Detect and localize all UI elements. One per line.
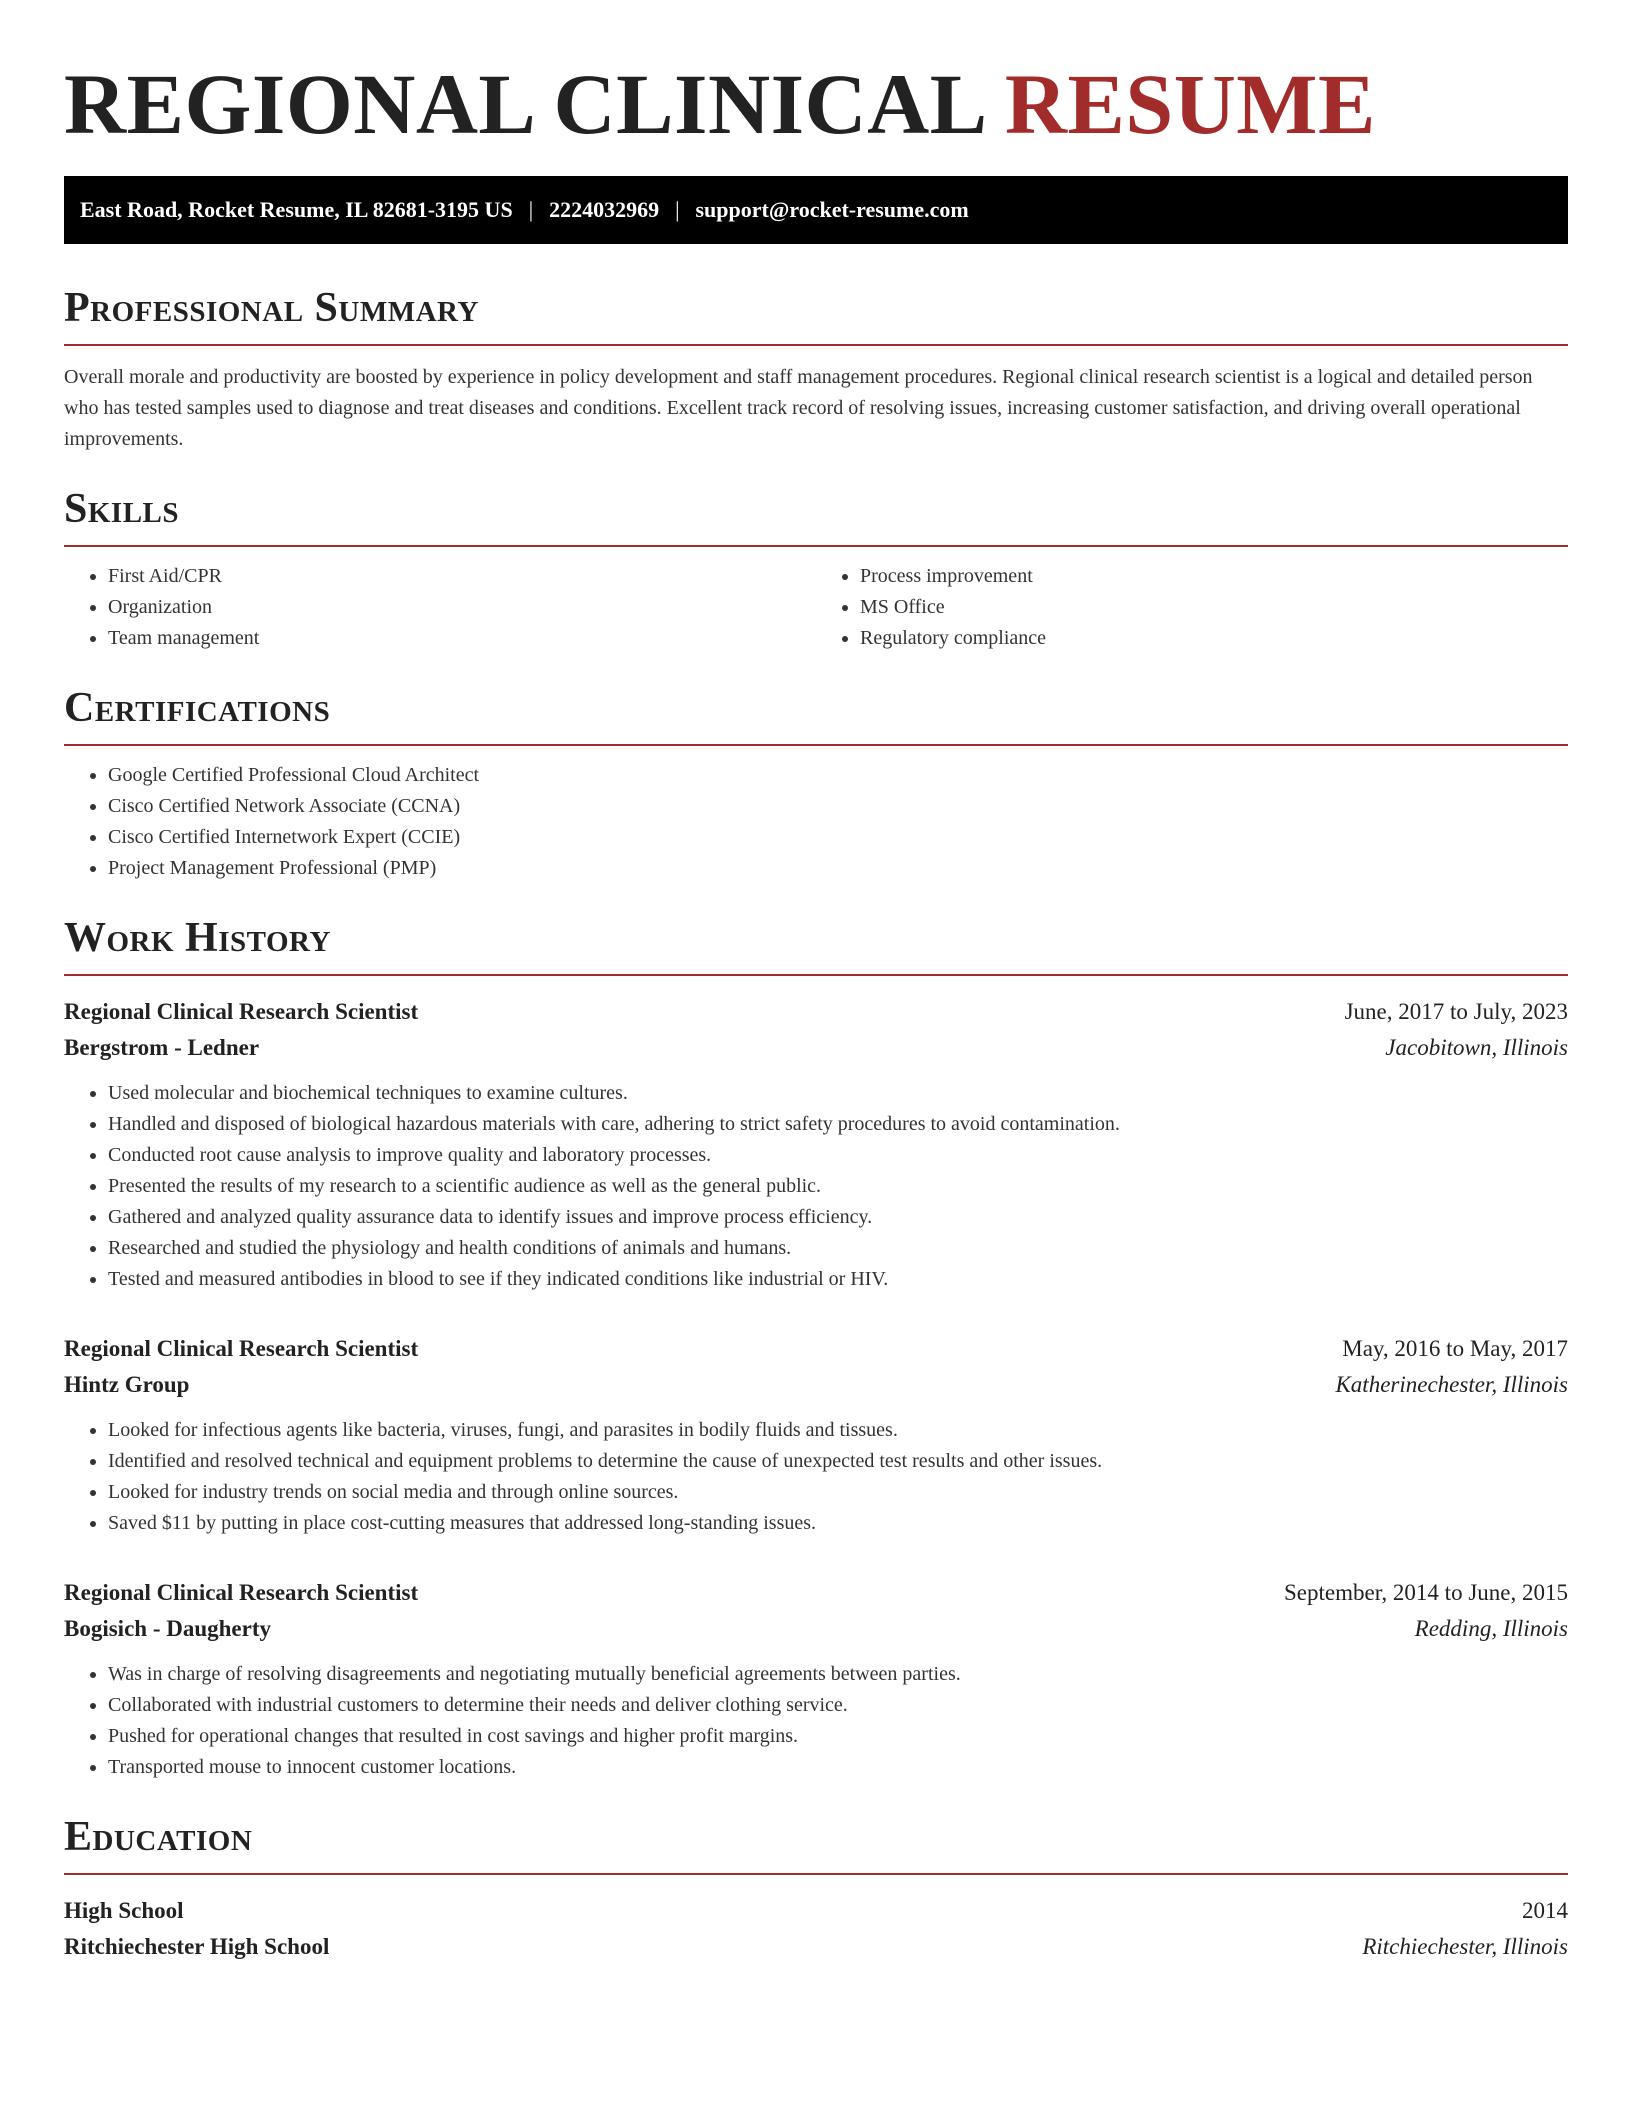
section-divider: [64, 744, 1568, 746]
section-divider: [64, 344, 1568, 346]
education-school: Ritchiechester High School: [64, 1934, 330, 1959]
job-header-row: [64, 1331, 1568, 1367]
job-duty-item: • Gathered and analyzed quality assurance data to identify issues and improve process efficiency.: [108, 1202, 1568, 1233]
skill-item: • Regulatory compliance: [860, 623, 1568, 654]
skills-grid: [64, 547, 1568, 654]
education-location: Ritchiechester, Illinois: [1362, 1934, 1568, 1959]
summary-text: Overall morale and productivity are boosted by experience in policy development and staff management procedures. Regional clinical research scientist is a logical and detailed person who has tested samples used to diagnose and treat diseases and conditions. Excellent track record of resolving issues, increasing customer satisfaction, and driving overall operational improvements.: [64, 366, 1533, 450]
resume-title: [64, 52, 1568, 156]
skill-item: • Process improvement: [860, 561, 1568, 592]
job-duty-item: • Presented the results of my research to a scientific audience as well as the general public.: [108, 1171, 1568, 1202]
skill-item: • MS Office: [860, 592, 1568, 623]
job-entry: [64, 1331, 1568, 1539]
job-duty-item: • Handled and disposed of biological hazardous materials with care, adhering to strict safety procedures to avoid contamination.: [108, 1109, 1568, 1140]
job-duty-item: • Identified and resolved technical and equipment problems to determine the cause of unexpected test results and other issues.: [108, 1446, 1568, 1477]
skill-item: • Team management: [108, 623, 816, 654]
job-company: Hintz Group: [64, 1372, 190, 1397]
title-name: REGIONAL CLINICAL: [64, 56, 983, 152]
education-section: [64, 1811, 1568, 1965]
certifications-list: [64, 760, 1568, 884]
job-duty-item: • Conducted root cause analysis to improve quality and laboratory processes.: [108, 1140, 1568, 1171]
section-heading-work-history: Work History: [64, 915, 331, 961]
education-school-row: [64, 1929, 1568, 1965]
job-title: Regional Clinical Research Scientist: [64, 1336, 419, 1361]
job-company: Bogisich - Daugherty: [64, 1616, 271, 1641]
certification-item: • Cisco Certified Network Associate (CCNA): [108, 791, 1568, 822]
job-company: Bergstrom - Ledner: [64, 1035, 260, 1060]
job-dates: June, 2017 to July, 2023: [1344, 999, 1568, 1024]
skill-item: • Organization: [108, 592, 816, 623]
job-duty-item: • Pushed for operational changes that resulted in cost savings and higher profit margins.: [108, 1721, 1568, 1752]
job-duty-item: • Researched and studied the physiology and health conditions of animals and humans.: [108, 1233, 1568, 1264]
job-duties-list: [64, 1659, 1568, 1783]
job-company-row: [64, 1367, 1568, 1403]
job-duty-item: • Transported mouse to innocent customer locations.: [108, 1752, 1568, 1783]
job-duties-list: [64, 1415, 1568, 1539]
job-duty-item: • Looked for industry trends on social media and through online sources.: [108, 1477, 1568, 1508]
job-duties-list: [64, 1078, 1568, 1295]
skills-section: [64, 483, 1568, 654]
skills-list-right: [816, 561, 1568, 654]
section-heading-education: Education: [64, 1814, 253, 1860]
section-divider: [64, 974, 1568, 976]
education-header-row: [64, 1893, 1568, 1929]
job-duty-item: • Tested and measured antibodies in blood to see if they indicated conditions like industrial or HIV.: [108, 1264, 1568, 1295]
title-resume-word: RESUME: [1004, 56, 1376, 152]
skills-list-left: [64, 561, 816, 654]
job-title: Regional Clinical Research Scientist: [64, 999, 419, 1024]
contact-phone[interactable]: 2224032969: [549, 197, 660, 222]
certification-item: • Project Management Professional (PMP): [108, 853, 1568, 884]
contact-separator: |: [675, 197, 680, 222]
summary-section: [64, 282, 1568, 455]
job-entry: [64, 1575, 1568, 1783]
education-degree: High School: [64, 1898, 184, 1923]
contact-bar: [64, 176, 1568, 244]
contact-email[interactable]: support@rocket-resume.com: [695, 197, 969, 222]
contact-address: East Road, Rocket Resume, IL 82681-3195 US: [80, 197, 513, 222]
job-dates: September, 2014 to June, 2015: [1284, 1580, 1568, 1605]
education-year: 2014: [1522, 1898, 1568, 1923]
job-duty-item: • Collaborated with industrial customers to determine their needs and deliver clothing service.: [108, 1690, 1568, 1721]
job-location: Redding, Illinois: [1414, 1616, 1568, 1641]
section-heading-skills: Skills: [64, 486, 180, 532]
job-duty-item: • Saved $11 by putting in place cost-cutting measures that addressed long-standing issues.: [108, 1508, 1568, 1539]
job-location: Katherinechester, Illinois: [1335, 1372, 1568, 1397]
job-header-row: [64, 994, 1568, 1030]
job-location: Jacobitown, Illinois: [1385, 1035, 1568, 1060]
job-title: Regional Clinical Research Scientist: [64, 1580, 419, 1605]
skill-item: • First Aid/CPR: [108, 561, 816, 592]
job-duty-item: • Was in charge of resolving disagreements and negotiating mutually beneficial agreements between parties.: [108, 1659, 1568, 1690]
job-dates: May, 2016 to May, 2017: [1342, 1336, 1568, 1361]
education-entry: [64, 1893, 1568, 1965]
certifications-section: [64, 682, 1568, 884]
job-duty-item: • Looked for infectious agents like bacteria, viruses, fungi, and parasites in bodily fluids and tissues.: [108, 1415, 1568, 1446]
work-history-section: [64, 912, 1568, 1783]
certification-item: • Google Certified Professional Cloud Architect: [108, 760, 1568, 791]
contact-separator: |: [528, 197, 534, 222]
section-heading-summary: Professional Summary: [64, 285, 479, 331]
job-header-row: [64, 1575, 1568, 1611]
job-entry: [64, 994, 1568, 1295]
job-company-row: [64, 1030, 1568, 1066]
certification-item: • Cisco Certified Internetwork Expert (CCIE): [108, 822, 1568, 853]
section-heading-certifications: Certifications: [64, 685, 331, 731]
section-divider: [64, 1873, 1568, 1875]
job-duty-item: • Used molecular and biochemical techniques to examine cultures.: [108, 1078, 1568, 1109]
job-company-row: [64, 1611, 1568, 1647]
